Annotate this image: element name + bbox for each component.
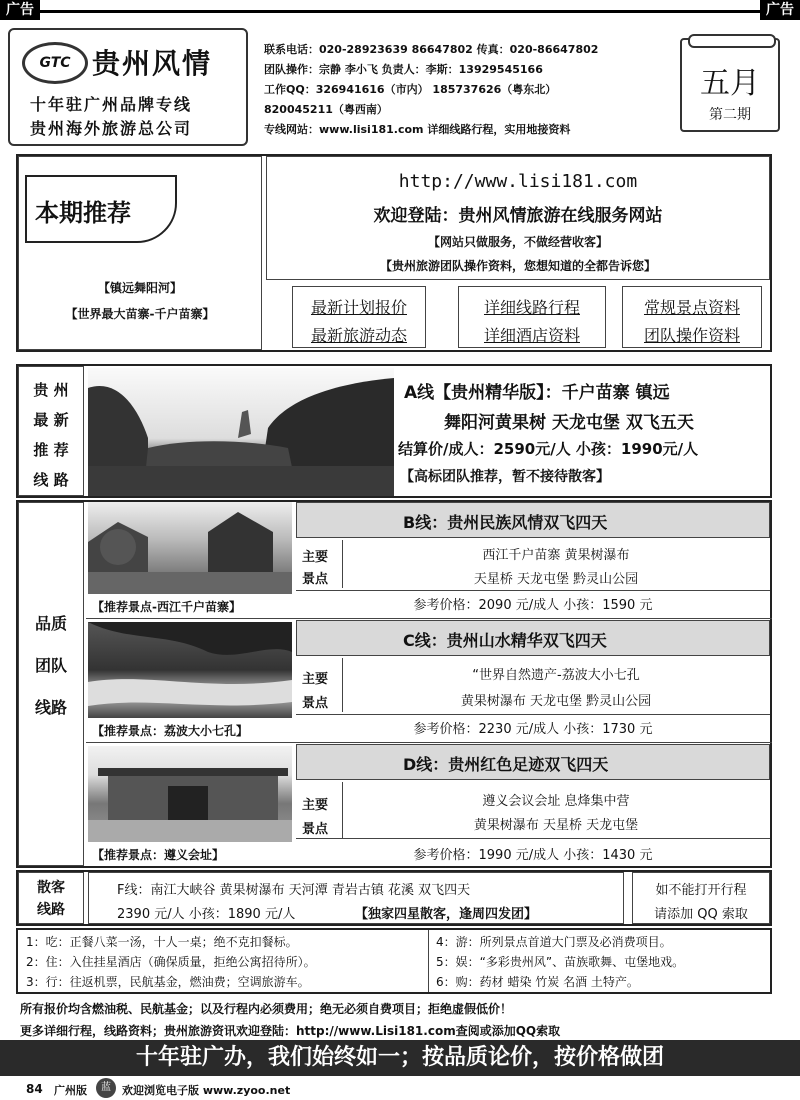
link-itinerary[interactable]: 详细线路行程 [483,298,580,317]
website-note: 【贵州旅游团队操作资料，您想知道的全都告诉您】 [379,259,656,273]
website-note: 【网站只做服务，不做经营收客】 [427,235,608,249]
line-a-price: 结算价/成人：2590元/人 小孩：1990元/人 [398,440,699,458]
line-b-spots: 西江千户苗寨 黄果树瀑布 [482,548,630,563]
footer-site[interactable]: 欢迎浏览电子版 www.zyoo.net [122,1084,291,1097]
scattered-side [18,872,84,924]
standard-item: 6：购：药材 蜡染 竹炭 名酒 土特产。 [436,975,639,989]
link-attractions[interactable]: 常规景点资料 [643,298,740,317]
side-note: 请添加 QQ 索取 [654,907,748,922]
scroll-top [688,34,776,48]
issue-scroll [680,38,780,132]
line-b-caption: 【推荐景点-西江千户苗寨】 [92,600,241,614]
gorge-landscape [88,368,394,496]
main-label: 主要 [302,672,329,687]
issue-month: 五月 [700,66,760,101]
brand-box [8,28,248,146]
line-d-header [296,744,770,780]
recommend-panel [18,156,262,350]
line-b-spots: 天星桥 天龙屯堡 黔灵山公园 [473,572,639,587]
line-f-price: 2390 元/人 小孩：1890 元/人 [117,907,296,922]
line-b-price: 参考价格：2090 元/成人 小孩：1590 元 [413,598,653,613]
logo: GTC [22,42,88,84]
contact-line: 工作QQ：326941616（市内） 185737626（粤东北） [264,83,557,96]
standard-item: 5：娱：“多彩贵州风”、苗族歌舞、屯堡地戏。 [436,955,685,969]
link-box [458,286,606,348]
line-d-caption: 【推荐景点：遵义会址】 [92,848,225,862]
standards-right [436,932,684,992]
issue-number: 第二期 [709,107,751,123]
slogan-2: 贵州海外旅游总公司 [30,119,193,138]
line-c-caption: 【推荐景点：荔波大小七孔】 [92,724,249,738]
quality-side-label: 品质 团队 线路 [34,614,67,717]
recommend-title: 本期推荐 [35,199,131,227]
scattered-side-label: 散客 线路 [37,880,65,918]
line-c-header [296,620,770,656]
ad-label-left: 广告 [0,0,40,20]
line-c-spots: “世界自然遗产-荔波大小七孔 [472,668,640,683]
standard-item: 4：游：所列景点首道大门票及必消费项目。 [436,935,672,949]
standard-item: 1：吃：正餐八菜一汤，十人一桌；绝不克扣餐标。 [26,935,298,949]
link-latest-news[interactable]: 最新旅游动态 [310,326,407,345]
line-d-price: 参考价格：1990 元/成人 小孩：1430 元 [413,848,653,863]
line-b-title: B线：贵州民族风情双飞四天 [403,513,608,532]
contact-line: 专线网站：www.lisi181.com 详细线路行程，实用地接资料 [264,123,571,136]
website-url[interactable]: http://www.lisi181.com [398,171,638,192]
line-d-spots: 黄果树瀑布 天星桥 天龙屯堡 [473,818,639,833]
link-box [292,286,426,348]
line-f-note: 【独家四星散客，逢周四发团】 [355,907,538,922]
link-hotels[interactable]: 详细酒店资料 [483,326,580,345]
website-panel [266,156,770,280]
slogan-1: 十年驻广州品牌专线 [30,95,193,114]
scattered-side-note [632,872,770,924]
line-a-side-label: 贵 州 最 新 推 荐 线 路 [33,381,69,489]
contact-line: 联系电话：020-28923639 86647802 传真：020-86647802 [264,43,599,56]
line-c-price: 参考价格：2230 元/成人 小孩：1730 元 [413,722,653,737]
spot-label: 景点 [302,822,329,837]
line-a-photo [88,368,394,496]
side-note: 如不能打开行程 [655,883,747,898]
line-c-photo [88,622,292,718]
line-b-photo [88,502,292,594]
top-rule [40,10,760,13]
spot-label: 景点 [302,572,329,587]
line-a-side [18,366,84,496]
brand-name: 贵州风情 [92,47,213,80]
recommend-item: 【世界最大苗寨-千户苗寨】 [65,307,215,321]
footer-note: 所有报价均含燃油税、民航基金；以及行程内必须费用；绝无必须自费项目；拒绝虚假低价！ [20,1002,513,1016]
footer-note: 更多详细行程，线路资料；贵州旅游资讯欢迎登陆：http://www.Lisi181.com查阅或添加QQ索取 [20,1024,561,1038]
link-latest-quotes[interactable]: 最新计划报价 [310,298,407,317]
line-d-photo [88,746,292,842]
quality-side [18,502,84,866]
line-c-spots: 黄果树瀑布 天龙屯堡 黔灵山公园 [460,694,652,709]
standards-left [26,932,316,992]
scattered-main [88,872,624,924]
ad-label-right: 广告 [760,0,800,20]
contact-info [264,40,598,140]
footer-banner: 十年驻广办，我们始终如一；按品质论价，按价格做团 [0,1040,800,1076]
contact-line: 团队操作：宗静 李小飞 负责人：李斯：13929545166 [264,63,543,76]
line-a-note: 【高标团队推荐，暂不接待散客】 [400,469,610,485]
link-team-ops[interactable]: 团队操作资料 [643,326,740,345]
edition-badge: 蓝 [96,1078,116,1098]
line-c-title: C线：贵州山水精华双飞四天 [403,631,607,650]
spot-label: 景点 [302,696,329,711]
main-label: 主要 [302,550,329,565]
website-welcome: 欢迎登陆：贵州风情旅游在线服务网站 [373,206,663,226]
edition: 广州版 [54,1084,87,1097]
main-label: 主要 [302,798,329,813]
link-box [622,286,762,348]
line-a-title: 舞阳河黄果树 天龙屯堡 双飞五天 [444,413,694,433]
recommend-item: 【镇远舞阳河】 [97,281,182,295]
line-a-title: A线【贵州精华版】：千户苗寨 镇远 [404,383,670,403]
line-d-spots: 遵义会议会址 息烽集中营 [482,794,630,809]
line-b-header [296,502,770,538]
line-d-title: D线：贵州红色足迹双飞四天 [403,755,609,774]
page-number: 84 [26,1082,43,1096]
line-f-title: F线：南江大峡谷 黄果树瀑布 天河潭 青岩古镇 花溪 双飞四天 [117,883,471,898]
recommend-banner [25,175,177,243]
standard-item: 2：住：入住挂星酒店（确保质量，拒绝公寓招待所）。 [26,955,316,969]
standard-item: 3：行：往返机票，民航基金，燃油费；空调旅游车。 [26,975,310,989]
contact-line: 820045211（粤西南） [264,103,388,116]
